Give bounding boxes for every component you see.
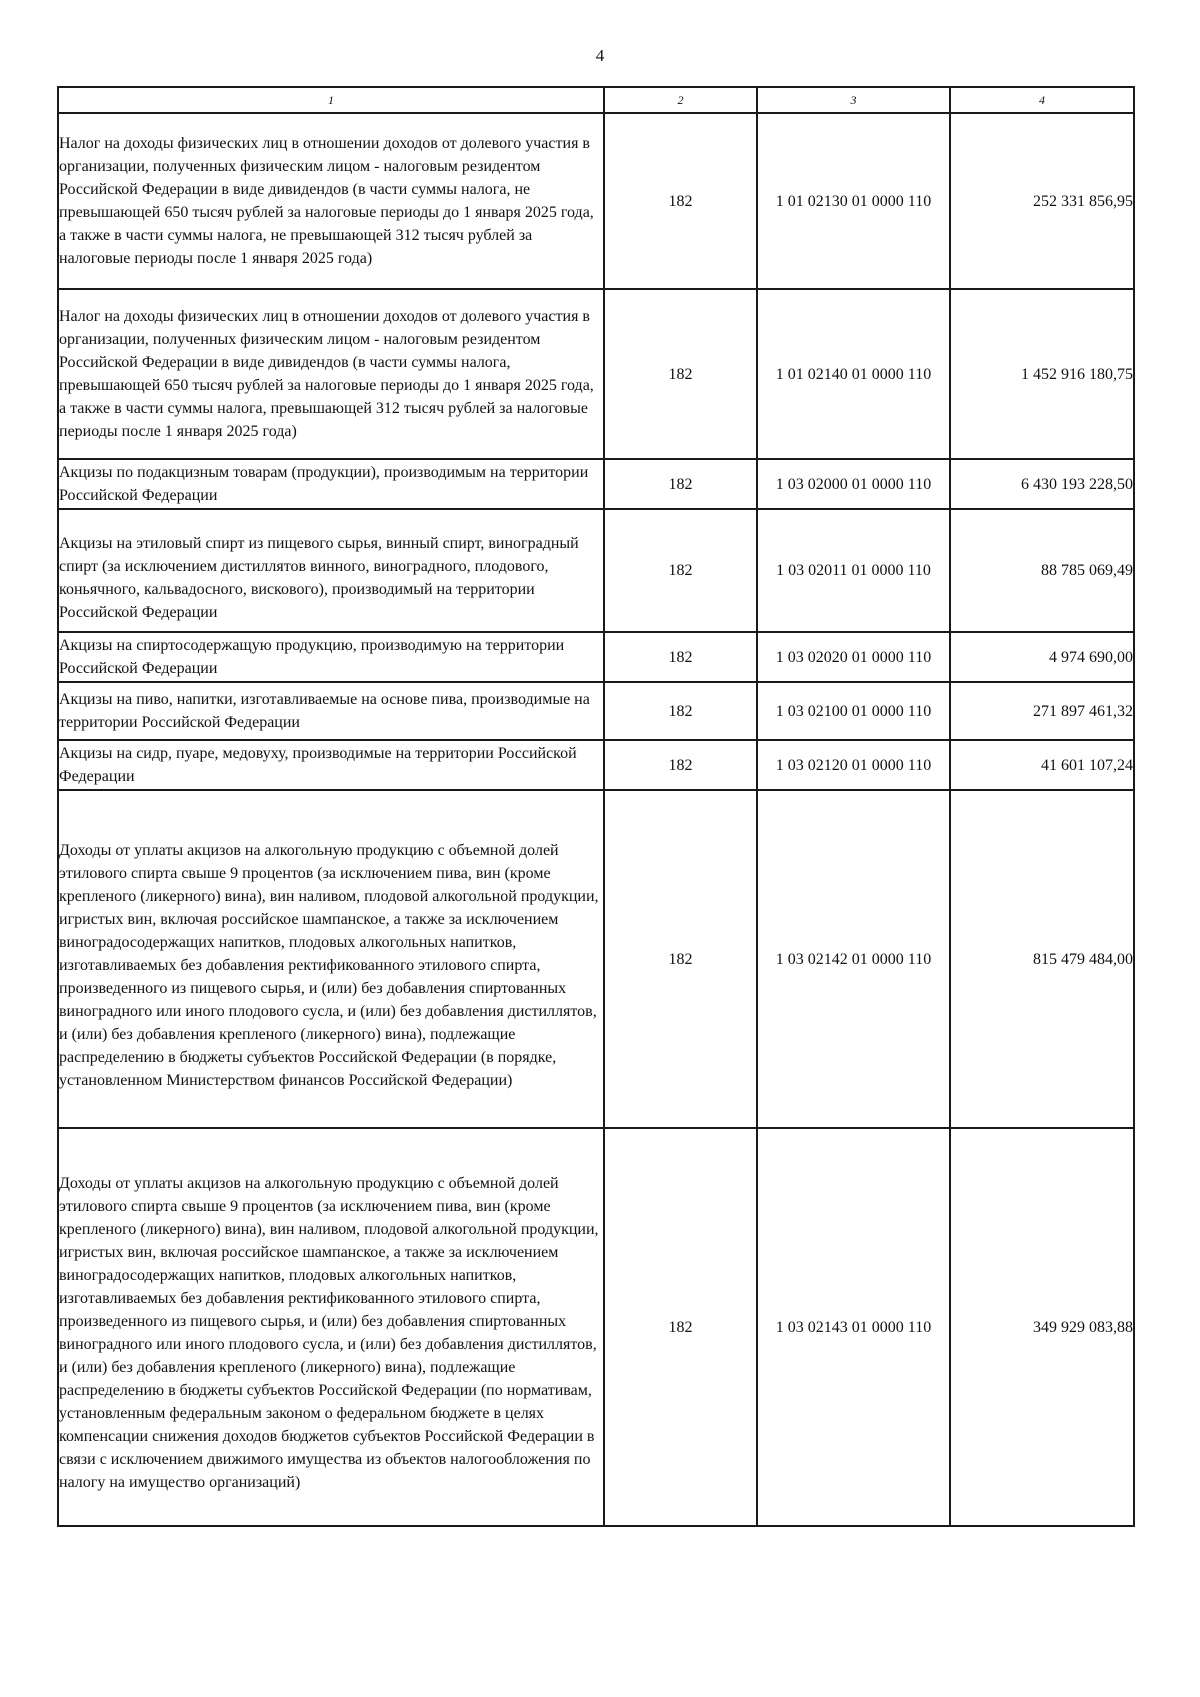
row-description: Акцизы на спиртосодержащую продукцию, производимую на территории Российской Федерации [58,632,604,682]
table-row [58,790,1134,1128]
row-kbk-code: 1 03 02011 01 0000 110 [757,509,950,632]
row-admin-code: 182 [604,740,757,790]
table-header-row [58,87,1134,113]
row-amount: 6 430 193 228,50 [950,459,1134,509]
table-row [58,509,1134,632]
row-description: Налог на доходы физических лиц в отношении доходов от долевого участия в организации, полученных физическим лицом - налоговым резидентом Российской Федерации в виде дивидендов (в части суммы налога, не превышающей 650 тысяч рублей за налоговые периоды до 1 января 2025 года, а также в части суммы налога, не превышающей 312 тысяч рублей за налоговые периоды после 1 января 2025 года) [58,113,604,289]
row-kbk-code: 1 03 02120 01 0000 110 [757,740,950,790]
column-header-4: 4 [950,87,1134,113]
row-description: Акцизы на этиловый спирт из пищевого сырья, винный спирт, виноградный спирт (за исключением дистиллятов винного, виноградного, плодового, коньячного, кальвадосного, вискового), производимый на территории Российской Федерации [58,509,604,632]
row-kbk-code: 1 03 02143 01 0000 110 [757,1128,950,1526]
row-description: Доходы от уплаты акцизов на алкогольную продукцию с объемной долей этилового спирта свыше 9 процентов (за исключением пива, вин (кроме крепленого (ликерного) вина), вин наливом, плодовой алкогольной продукции, игристых вин, включая российское шампанское, а также за исключением виноградосодержащих напитков, плодовых алкогольных напитков, изготавливаемых без добавления ректификованного этилового спирта, произведенного из пищевого сырья, и (или) без добавления спиртованных виноградного или иного плодового сусла, и (или) без добавления дистиллятов, и (или) без добавления крепленого (ликерного) вина), подлежащие распределению в бюджеты субъектов Российской Федерации (в порядке, установленном Министерством финансов Российской Федерации) [58,790,604,1128]
row-kbk-code: 1 03 02142 01 0000 110 [757,790,950,1128]
table-row [58,1128,1134,1526]
row-kbk-code: 1 03 02100 01 0000 110 [757,682,950,740]
row-admin-code: 182 [604,509,757,632]
row-kbk-code: 1 01 02140 01 0000 110 [757,289,950,459]
row-admin-code: 182 [604,289,757,459]
row-kbk-code: 1 01 02130 01 0000 110 [757,113,950,289]
row-description: Акцизы на пиво, напитки, изготавливаемые на основе пива, производимые на территории Российской Федерации [58,682,604,740]
row-amount: 271 897 461,32 [950,682,1134,740]
column-header-3: 3 [757,87,950,113]
column-header-2: 2 [604,87,757,113]
revenue-table [57,86,1135,1527]
row-amount: 4 974 690,00 [950,632,1134,682]
page-number: 4 [595,46,605,65]
row-admin-code: 182 [604,790,757,1128]
table-row [58,632,1134,682]
row-admin-code: 182 [604,1128,757,1526]
row-admin-code: 182 [604,632,757,682]
row-admin-code: 182 [604,113,757,289]
row-amount: 1 452 916 180,75 [950,289,1134,459]
row-admin-code: 182 [604,682,757,740]
row-description: Акцизы по подакцизным товарам (продукции), производимым на территории Российской Федерации [58,459,604,509]
row-description: Доходы от уплаты акцизов на алкогольную продукцию с объемной долей этилового спирта свыше 9 процентов (за исключением пива, вин (кроме крепленого (ликерного) вина), вин наливом, плодовой алкогольной продукции, игристых вин, включая российское шампанское, а также за исключением виноградосодержащих напитков, плодовых алкогольных напитков, изготавливаемых без добавления ректификованного этилового спирта, произведенного из пищевого сырья, и (или) без добавления спиртованных виноградного или иного плодового сусла, и (или) без добавления дистиллятов, и (или) без добавления крепленого (ликерного) вина), подлежащие распределению в бюджеты субъектов Российской Федерации (по нормативам, установленным федеральным законом о федеральном бюджете в целях компенсации снижения доходов бюджетов субъектов Российской Федерации в связи с исключением движимого имущества из объектов налогообложения по налогу на имущество организаций) [58,1128,604,1526]
table-row [58,113,1134,289]
row-description: Акцизы на сидр, пуаре, медовуху, производимые на территории Российской Федерации [58,740,604,790]
row-amount: 252 331 856,95 [950,113,1134,289]
table-row [58,682,1134,740]
row-description: Налог на доходы физических лиц в отношении доходов от долевого участия в организации, полученных физическим лицом - налоговым резидентом Российской Федерации в виде дивидендов (в части суммы налога, превышающей 650 тысяч рублей за налоговые периоды до 1 января 2025 года, а также в части суммы налога, превышающей 312 тысяч рублей за налоговые периоды после 1 января 2025 года) [58,289,604,459]
column-header-1: 1 [58,87,604,113]
row-admin-code: 182 [604,459,757,509]
row-amount: 88 785 069,49 [950,509,1134,632]
table-row [58,289,1134,459]
row-amount: 815 479 484,00 [950,790,1134,1128]
table-row [58,459,1134,509]
row-amount: 349 929 083,88 [950,1128,1134,1526]
row-kbk-code: 1 03 02000 01 0000 110 [757,459,950,509]
table-row [58,740,1134,790]
row-amount: 41 601 107,24 [950,740,1134,790]
row-kbk-code: 1 03 02020 01 0000 110 [757,632,950,682]
